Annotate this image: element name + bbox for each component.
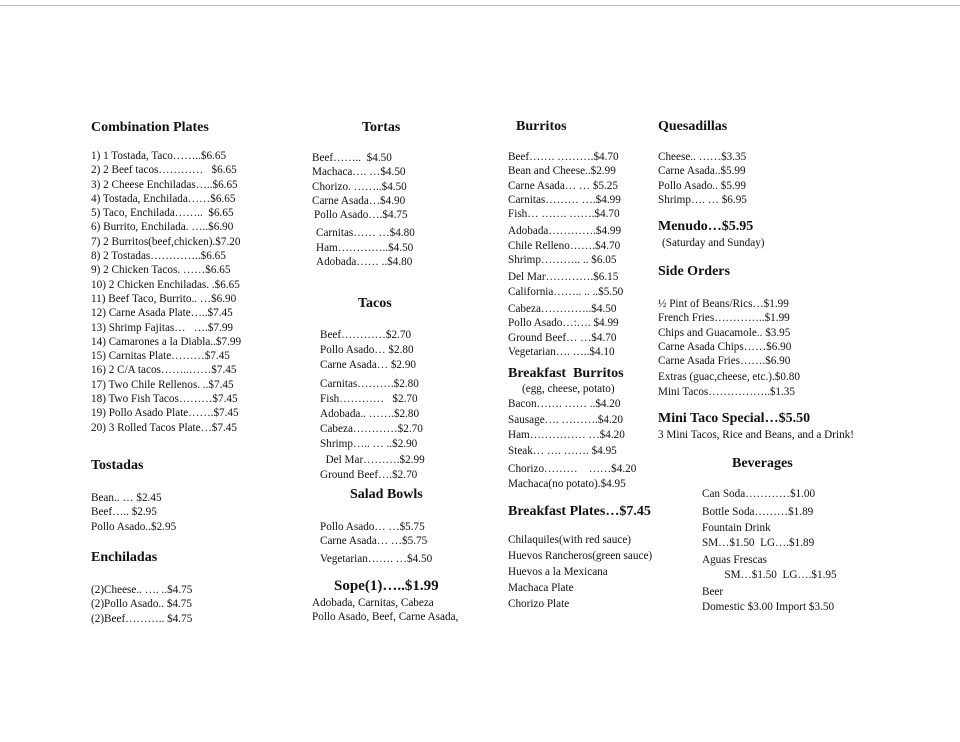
tortas-title: Tortas xyxy=(362,120,401,135)
menu-item: (2)Beef……….. $4.75 xyxy=(91,612,193,625)
combination-plates-title: Combination Plates xyxy=(91,120,209,135)
menu-item: Huevos Rancheros(green sauce) xyxy=(508,550,653,562)
menu-item: Cabeza…………..$4.50 xyxy=(508,302,617,315)
mini-taco-special-title: Mini Taco Special…$5.50 xyxy=(658,411,811,426)
menu-item: Chilaquiles(with red sauce) xyxy=(508,534,632,546)
beverages-list xyxy=(702,487,837,615)
menu-item: Shrimp……….. .. $6.05 xyxy=(508,254,617,267)
menu-item: Beef……. ……….$4.70 xyxy=(508,151,619,163)
mini-taco-special-section xyxy=(658,411,854,442)
tacos-title: Tacos xyxy=(358,296,392,311)
menu-item: Del Mar……….$2.99 xyxy=(320,453,425,466)
salad-bowls-title: Salad Bowls xyxy=(350,487,423,502)
menu-item: Vegetarian……. …$4.50 xyxy=(320,552,433,565)
menu-item: Carne Asada… …$5.75 xyxy=(320,535,428,548)
burritos-section xyxy=(508,119,623,359)
menudo-note xyxy=(658,236,765,250)
breakfast-burritos-section xyxy=(508,366,636,493)
combination-plates-section xyxy=(91,120,241,435)
breakfast-burritos-list xyxy=(508,397,636,492)
menu-item: Ground Beef… …$4.70 xyxy=(508,331,617,344)
salad-bowls-list xyxy=(320,520,432,566)
menu-item: (2)Pollo Asado.. $4.75 xyxy=(91,598,192,611)
tortas-list xyxy=(312,151,415,269)
menu-item: 16) 2 C/A tacos……..……$7.45 xyxy=(91,364,237,377)
menu-item: SM…$1.50 LG….$1.89 xyxy=(702,536,815,549)
menu-item: Carne Asada..$5.99 xyxy=(658,165,746,178)
menu-item: Pollo Asado..$2.95 xyxy=(91,520,177,533)
menu-item: 11) Beef Taco, Burrito.. …$6.90 xyxy=(91,292,237,305)
menu-item: 15) Carnitas Plate………$7.45 xyxy=(91,350,230,363)
menu-item: Adobada…… ..$4.80 xyxy=(316,256,413,269)
menu-item: 18) Two Fish Tacos………$7.45 xyxy=(91,393,238,406)
breakfast-burritos-title: Breakfast Burritos xyxy=(508,366,624,381)
salad-bowls-section xyxy=(320,487,432,566)
mini-taco-special-note xyxy=(658,428,854,442)
side-orders-title: Side Orders xyxy=(658,264,730,279)
side-orders-section xyxy=(658,264,800,399)
menu-item: French Fries…………..$1.99 xyxy=(658,312,790,325)
menu-item: Sausage…. ……….$4.20 xyxy=(508,413,623,426)
menu-item: SM…$1.50 LG….$1.95 xyxy=(702,569,837,582)
menu-item: Bean and Cheese..$2.99 xyxy=(508,165,616,178)
menu-item: Pollo Asado.. $5.99 xyxy=(658,179,746,192)
menu-item: Adobada………….$4.99 xyxy=(508,225,622,238)
menu-item: Pollo Asado… $2.80 xyxy=(320,344,414,357)
menu-item: Carnitas……… ….$4.99 xyxy=(508,193,621,206)
menu-item: 7) 2 Burritos(beef,chicken).$7.20 xyxy=(91,235,241,248)
menu-item: Beef….. $2.95 xyxy=(91,506,157,519)
tostadas-section xyxy=(91,458,176,534)
quesadillas-list xyxy=(658,150,747,207)
quesadillas-section xyxy=(658,119,747,207)
menu-item: Chile Relleno…….$4.70 xyxy=(508,239,621,252)
burritos-list xyxy=(508,150,623,359)
menu-item: Carne Asada…$4.90 xyxy=(312,194,406,207)
menu-item: 19) Pollo Asado Plate…….$7.45 xyxy=(91,407,239,420)
enchiladas-title: Enchiladas xyxy=(91,550,158,565)
menu-item: Cheese.. ……$3.35 xyxy=(658,151,747,163)
menu-item: Fish… ……. …….$4.70 xyxy=(508,208,620,221)
menu-item: 20) 3 Rolled Tacos Plate…$7.45 xyxy=(91,421,237,434)
tacos-list xyxy=(320,328,425,483)
menu-item: 17) Two Chile Rellenos. ..$7.45 xyxy=(91,378,234,391)
breakfast-burritos-subtitle xyxy=(508,382,636,396)
tostadas-title: Tostadas xyxy=(91,458,144,473)
breakfast-plates-title: Breakfast Plates…$7.45 xyxy=(508,504,651,519)
menu-item: Carnitas…… …$4.80 xyxy=(316,227,415,240)
subtitle-text: (egg, cheese, potato) xyxy=(522,383,615,395)
menu-item: Machaca…. …$4.50 xyxy=(312,166,406,179)
menu-item: Vegetarian…. …..$4.10 xyxy=(508,345,615,358)
menudo-section xyxy=(658,219,765,250)
menu-item: (2)Cheese.. …. ..$4.75 xyxy=(91,584,193,596)
menu-item: 1) 1 Tostada, Taco……..$6.65 xyxy=(91,150,227,162)
menu-item: Carne Asada Fries…….$6.90 xyxy=(658,355,791,368)
menu-item: Bottle Soda………$1.89 xyxy=(702,506,814,519)
enchiladas-section xyxy=(91,550,192,626)
menu-item: 5) Taco, Enchilada…….. $6.65 xyxy=(91,207,234,220)
menu-item: California…….. .. ..$5.50 xyxy=(508,285,624,298)
menu-item: 3) 2 Cheese Enchiladas…..$6.65 xyxy=(91,178,238,191)
menu-item: Beef…………$2.70 xyxy=(320,329,412,341)
menu-item: Ham…………..$4.50 xyxy=(316,241,414,254)
menu-item: Fish………… $2.70 xyxy=(320,392,418,405)
quesadillas-title: Quesadillas xyxy=(658,119,728,134)
menu-item: Beef…….. $4.50 xyxy=(312,152,392,164)
menu-item: Extras (guac,cheese, etc.).$0.80 xyxy=(658,371,800,384)
menu-item: Pollo Asado….$4.75 xyxy=(314,209,408,222)
tortas-section xyxy=(312,120,415,269)
menu-item: ½ Pint of Beans/Rics…$1.99 xyxy=(658,298,789,310)
combination-plates-list xyxy=(91,149,241,435)
menu-item: Huevos a la Mexicana xyxy=(508,566,608,578)
menu-item: 12) Carne Asada Plate…..$7.45 xyxy=(91,307,233,320)
menu-item: Domestic $3.00 Import $3.50 xyxy=(702,601,835,614)
menu-item: Chorizo……… ……$4.20 xyxy=(508,462,637,475)
menudo-days: (Saturday and Sunday) xyxy=(662,237,765,249)
menu-item: 6) Burrito, Enchilada. …..$6.90 xyxy=(91,221,234,234)
enchiladas-list xyxy=(91,583,192,626)
menu-item: 9) 2 Chicken Tacos. ……$6.65 xyxy=(91,264,231,277)
menu-item: Can Soda…………$1.00 xyxy=(702,488,816,500)
sope-fillings xyxy=(312,596,458,625)
menu-item: Ground Beef….$2.70 xyxy=(320,468,418,481)
menu-item: Fountain Drink xyxy=(702,521,771,534)
menu-item: Carne Asada Chips……$6.90 xyxy=(658,340,792,353)
menu-item: Mini Tacos……………..$1.35 xyxy=(658,385,795,398)
top-edge-line xyxy=(0,5,960,6)
menu-item: Machaca Plate xyxy=(508,582,574,594)
sope-title: Sope(1)…..$1.99 xyxy=(334,578,439,594)
menu-item: Carnitas……….$2.80 xyxy=(320,377,419,390)
menu-item: Ham…………… …$4.20 xyxy=(508,429,625,442)
menu-item: 10) 2 Chicken Enchiladas. .$6.65 xyxy=(91,278,240,291)
beverages-title: Beverages xyxy=(732,456,793,471)
breakfast-plates-list xyxy=(508,532,652,612)
mini-taco-description: 3 Mini Tacos, Rice and Beans, and a Drink! xyxy=(658,429,854,441)
menu-item: 4) Tostada, Enchilada……$6.65 xyxy=(91,192,236,205)
menu-item: Aguas Frescas xyxy=(702,554,767,567)
beverages-section xyxy=(702,456,837,615)
sope-line: Pollo Asado, Beef, Carne Asada, xyxy=(312,611,459,624)
burritos-title: Burritos xyxy=(516,119,567,134)
menu-item: Cabeza…………$2.70 xyxy=(320,423,423,436)
menu-item: Carne Asada… … $5.25 xyxy=(508,179,618,192)
menu-item: Pollo Asado… …$5.75 xyxy=(320,521,425,533)
menu-item: Machaca(no potato).$4.95 xyxy=(508,478,626,491)
menu-item: Shrimp…. … $6.95 xyxy=(658,193,747,206)
menu-item: Pollo Asado…:…. $4.99 xyxy=(508,317,619,330)
sope-section xyxy=(312,578,458,625)
side-orders-list xyxy=(658,297,800,399)
menu-item: 8) 2 Tostadas…………..$6.65 xyxy=(91,250,226,263)
menu-item: Steak… …. ……. $4.95 xyxy=(508,444,617,457)
menu-item: Shrimp….. … ..$2.90 xyxy=(320,438,418,451)
sope-line: Adobada, Carnitas, Cabeza xyxy=(312,597,434,609)
menu-item: Bacon……. …… ..$4.20 xyxy=(508,398,621,411)
menu-item: Chips and Guacamole.. $3.95 xyxy=(658,326,791,339)
menu-item: Bean.. … $2.45 xyxy=(91,492,162,504)
menu-item: Carne Asada… $2.90 xyxy=(320,359,417,372)
menu-item: 14) Camarones a la Diabla..$7.99 xyxy=(91,335,242,348)
tacos-section xyxy=(320,296,425,483)
menu-item: Adobada.. …….$2.80 xyxy=(320,408,420,421)
menu-item: Chorizo Plate xyxy=(508,598,570,610)
menu-item: Del Mar………….$6.15 xyxy=(508,271,619,284)
tostadas-list xyxy=(91,491,176,534)
menu-item: 13) Shrimp Fajitas… ….$7.99 xyxy=(91,321,234,334)
menu-item: Beer xyxy=(702,585,724,598)
menu-item: Chorizo. ……..$4.50 xyxy=(312,180,407,193)
breakfast-plates-section xyxy=(508,504,652,612)
menu-item: 2) 2 Beef tacos………… $6.65 xyxy=(91,164,237,177)
menudo-title: Menudo…$5.95 xyxy=(658,219,754,234)
